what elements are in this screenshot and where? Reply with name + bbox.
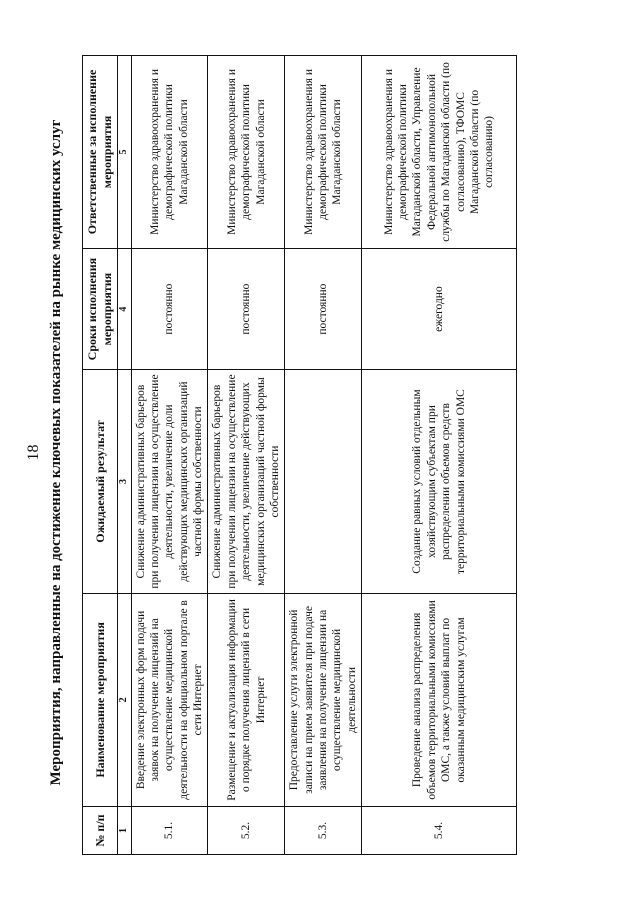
row-name: Размещение и актуализация информации о порядке получения лицензий в сети Интернет — [208, 593, 285, 806]
header-responsible: Ответственные за исполнение мероприятия — [83, 56, 118, 249]
row-deadline: постоянно — [208, 248, 285, 369]
row-name: Введение электронных форм подачи заявок на получение лицензий на осуществление медицинской деятельности на официальном портале в сети Интернет — [131, 593, 208, 806]
row-responsible: Министерство здравоохранения и демографической политики Магаданской области, Управление Федеральной антимонопольной службы по Магаданской области (по согласованию), ТФОМС Магаданской области (по согласованию) — [362, 56, 517, 249]
row-deadline: постоянно — [285, 248, 362, 369]
page-title: Мероприятия, направленные на достижение ключевых показателей на рынке медицинских услуг — [48, 119, 64, 786]
measures-table — [82, 55, 517, 855]
column-number-row — [118, 56, 132, 855]
column-number: 4 — [118, 248, 132, 369]
header-name: Наименование мероприятия — [83, 593, 118, 806]
row-deadline: ежегодно — [362, 248, 517, 369]
row-result: Снижение административных барьеров при получении лицензии на осуществление деятельности, увеличение доли действующих медицинских организаций частной формы собственности — [131, 370, 208, 593]
row-num: 5.1. — [131, 807, 208, 855]
row-num: 5.3. — [285, 807, 362, 855]
row-name: Проведение анализа распределения объемов территориальными комиссиями ОМС, а также условий выплат по оказанным медицинским услугам — [362, 593, 517, 806]
row-responsible: Министерство здравоохранения и демографической политики Магаданской области — [208, 56, 285, 249]
table-row — [131, 56, 208, 855]
table-header-row — [83, 56, 118, 855]
column-number: 1 — [118, 807, 132, 855]
column-number: 3 — [118, 370, 132, 593]
column-number: 2 — [118, 593, 132, 806]
row-result: Снижение административных барьеров при получении лицензии на осуществление деятельности, увеличение действующих медицинских организаций частной формы собственности — [208, 370, 285, 593]
row-result: Создание равных условий отдельным хозяйствующим субъектам при распределении объемов средств территориальными комиссиями ОМС — [362, 370, 517, 593]
header-num: № п/п — [83, 807, 118, 855]
table-row — [208, 56, 285, 855]
row-name: Предоставление услуги электронной записи на прием заявителя при подаче заявления на получение лицензии на осуществление медицинской деятельности — [285, 593, 362, 806]
row-result — [285, 370, 362, 593]
column-number: 5 — [118, 56, 132, 249]
row-deadline: постоянно — [131, 248, 208, 369]
row-responsible: Министерство здравоохранения и демографической политики Магаданской области — [285, 56, 362, 249]
page-number: 18 — [25, 444, 42, 461]
header-result: Ожидаемый результат — [83, 370, 118, 593]
row-num: 5.4. — [362, 807, 517, 855]
table-row — [362, 56, 517, 855]
header-deadline: Сроки исполнения мероприятия — [83, 248, 118, 369]
table-row — [285, 56, 362, 855]
row-num: 5.2. — [208, 807, 285, 855]
row-responsible: Министерство здравоохранения и демографической политики Магаданской области — [131, 56, 208, 249]
